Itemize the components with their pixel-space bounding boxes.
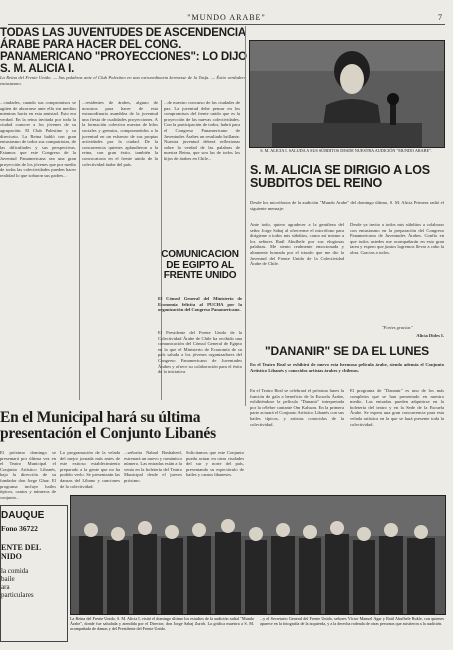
article2-closing: "Fortes gracias"	[381, 325, 413, 330]
article2-lead: Desde los micrófonos de la audición "Mundo Arabe" del domingo último, S. M. Alicia Primera radió el siguiente mensaje:	[250, 200, 444, 211]
article5-headline: En el Municipal hará su última presentación el Conjunto Libanés	[0, 409, 216, 443]
newspaper-title: "MUNDO ARABE"	[187, 13, 266, 22]
advertisement	[0, 505, 68, 642]
group-photo-caption-left: La Reina del Frente Unido, S. M. Alicia I, visitó el domingo último los estudios de la audición radial "Mundo Árabe", donde fue saludada y atendida por el Director, don Jorge Sabaj Zurob. La gráfica muestra a S. M. acompañada de damas y del Presidente del Frente Unido.	[70, 616, 254, 631]
article1-col1: ...ciudades, cuando sus compromisos se agiten de ahorrarse ante ella sin medios mientras hacía en esta amistad. Esto era verdad. En la reina invitada por toda la ciudad conocer a los jóvenes de su agrupación. El Club Palestino y su directorio. La Reina habló con gran entusiasmo de todos sus compatriotas, de las dificultades y sus perspectivas. Estamos que este Congreso de la Juventud Panamericana sea una gran proyección de los jóvenes que por medio de todas las colectividades pueden hacer realidad lo que soñaron sus padres...	[0, 100, 76, 178]
article4-headline: "DANANIR" SE DA EL LUNES	[265, 344, 429, 358]
article5-col3: ...señorita Nabad Bashaheel, estrenará un nuevo y romántico número. Las entradas están a la venta en la boletería del Teatro Municipal desde el jueves próximo.	[124, 450, 182, 483]
queen-photo	[249, 40, 445, 148]
advert-line5: ara	[1, 583, 10, 591]
article1-col2: ...residentes de árabes, alguno de nosotros para hacer de esta extraordinaria asamblea de la juventud una fiesta de cualidades proyecciones. A la formación colectiva nuestra de hilos sociales y gremios, comprometidos a la juventud en un esfuerzo de sus propias actividades por la ciudad. De la concurrencia quienes aplaudieron a la reina, con gran éxito, también la convocatoria en el frente unido de la colectividad árabe del país.	[82, 100, 158, 167]
advert-name: DAUQUE	[1, 510, 45, 521]
article1-headline: TODAS LAS JUVENTUDES DE ASCENDENCIA ÁRABE PARA HACER DEL CONG. PANAMERICANO "PROYECCIONES": LO DIJO S. M. ALICIA I.	[0, 27, 247, 76]
advert-line6: particulares	[1, 591, 34, 599]
article4-subhead: En el Teatro Real se exhibirá de nuevo esta hermosa película árabe, siendo además el Conjunto Artístico Libanés y conocidos artistas árabes y chilenos.	[250, 362, 444, 373]
article4-col1: En el Teatro Real se celebrará el próximo lunes la función de gala a beneficio de la Escuela Árabe, exhibiéndose la película "Dananir" interpretada por la célebre cantante Om Kalsum. En la primera parte actuará el Conjunto Artístico Libanés con sus bailes típicos, y artistas conocidos de la colectividad.	[250, 388, 344, 427]
column-rule	[79, 100, 80, 400]
advert-line1: ENTE DEL	[1, 543, 42, 552]
advert-line3: la comida	[1, 567, 29, 575]
article2-signature: Alicia Dides I.	[416, 333, 444, 338]
article2-col1: Ante todo, quiero agradecer a la gentileza del señor Jorge Sabaj al ofrecerme el micrófono para dirigirme a todos mis súbditos, como así mismo a los señores Raúl Abufhele por sus elogiosas palabras. Me siento realmente emocionada y altamente honrada por el triunfo que me dio la Juventud del Frente Unido de la Colectividad Árabe de Chile.	[250, 222, 344, 267]
queen-photo-image	[250, 41, 444, 147]
article5-col2: La programación de la velada del mejor jornada más antes de este exitoso establecimiento preparado a la gente que no ha podido verlo. Se presentarán las danzas del Líbano y canciones de la colectividad.	[60, 450, 120, 489]
article5-col1: El próximo domingo se presentará por última vez en el Teatro Municipal el Conjunto Artístico Libanés, bajo la dirección de su fundador don Jorge Ghaz. El programa incluye bailes típicos, cantos y números de conjunto...	[0, 450, 56, 500]
article2-headline: S. M. ALICIA SE DIRIGIO A LOS SUBDITOS DEL REINO	[250, 163, 430, 191]
article1-subhead: La Reina del Frente Unido. — Sus palabras ante el Club Palestino en una extraordinaria kermesse de la Tasfa. — Éxito verdadero entusiasmo.	[0, 75, 246, 86]
article3-lead: El Cónsul General del Ministerio de Economía felicita al PUCHA por la organización del Congreso Panamericano.	[158, 296, 242, 313]
advert-phone: Fono 36722	[1, 524, 38, 533]
queen-photo-caption: S. M. ALICIA I. SALUDA A SUS SÚBDITOS DESDE NUESTRA AUDICIÓN "MUNDO ARABE".	[260, 148, 432, 153]
article5-col4: Solicitamos que este Conjunto pueda actuar en otras ciudades del sur y norte del país, presentando su espectáculo de bailes y cantos libaneses.	[186, 450, 244, 478]
running-header	[10, 13, 443, 22]
header-rule	[8, 24, 445, 25]
group-photo-image	[71, 496, 445, 614]
page-number: 7	[438, 13, 443, 22]
article2-col2: Desde ya invito a todos mis súbditos a colaborar con entusiasmo en la preparación del Congreso Panamericano de Juventudes Árabes. Confío en que todos ustedes me acompañarán en esta gran tarea y espero que juntos logremos llevar a cabo la obra. Gracias a todos.	[350, 222, 444, 255]
article4-col2: El programa de "Dananir" es uno de los más completos que se han presentado en nuestro medio. Las entradas pueden adquirirse en la boletería del teatro y en la Sede de la Escuela Árabe. Se espera una gran concurrencia para esta velada artística en la que se hará presente toda la colectividad.	[350, 388, 444, 427]
advert-line2: NIDO	[1, 552, 22, 561]
column-rule	[245, 26, 246, 406]
group-photo-caption-right: ...y el Secretario General del Frente Unido, señores Víctor Manuel Agar y Raúl Abufhele Bukle, con quienes aparece en la fotografía de la izquierda, y a la derecha rodeada de otras personas que asistieron a la audición.	[260, 616, 444, 626]
article3-body: El Presidente del Frente Unido de la Colectividad Árabe de Chile ha recibido una comunicación del Cónsul General de Egipto en la que el Ministerio de Economía de su país saluda a los jóvenes organizadores del Congreso Panamericano de Juventudes Árabes y ofrece su colaboración para el éxito de la iniciativa.	[158, 330, 242, 375]
group-photo	[70, 495, 446, 615]
advert-line4: baile	[1, 575, 15, 583]
article1-col3: ...de nuestro concurso de las ciudades de paz. La juventud debe pensar en los compromisos del frente unido que es la proyección de las nuevas colectividades. Con la participación de todos, habrá para el Congreso Panamericano de Juventudes Árabes un resultado brillante. Nuestra juventud deberá reflexionar sobre la verdad de las palabras de nuestra Reina, que son las de todos los hijos de árabes en Chile...	[164, 100, 240, 161]
article3-headline: COMUNICACION DE EGIPTO AL FRENTE UNIDO	[161, 249, 239, 281]
